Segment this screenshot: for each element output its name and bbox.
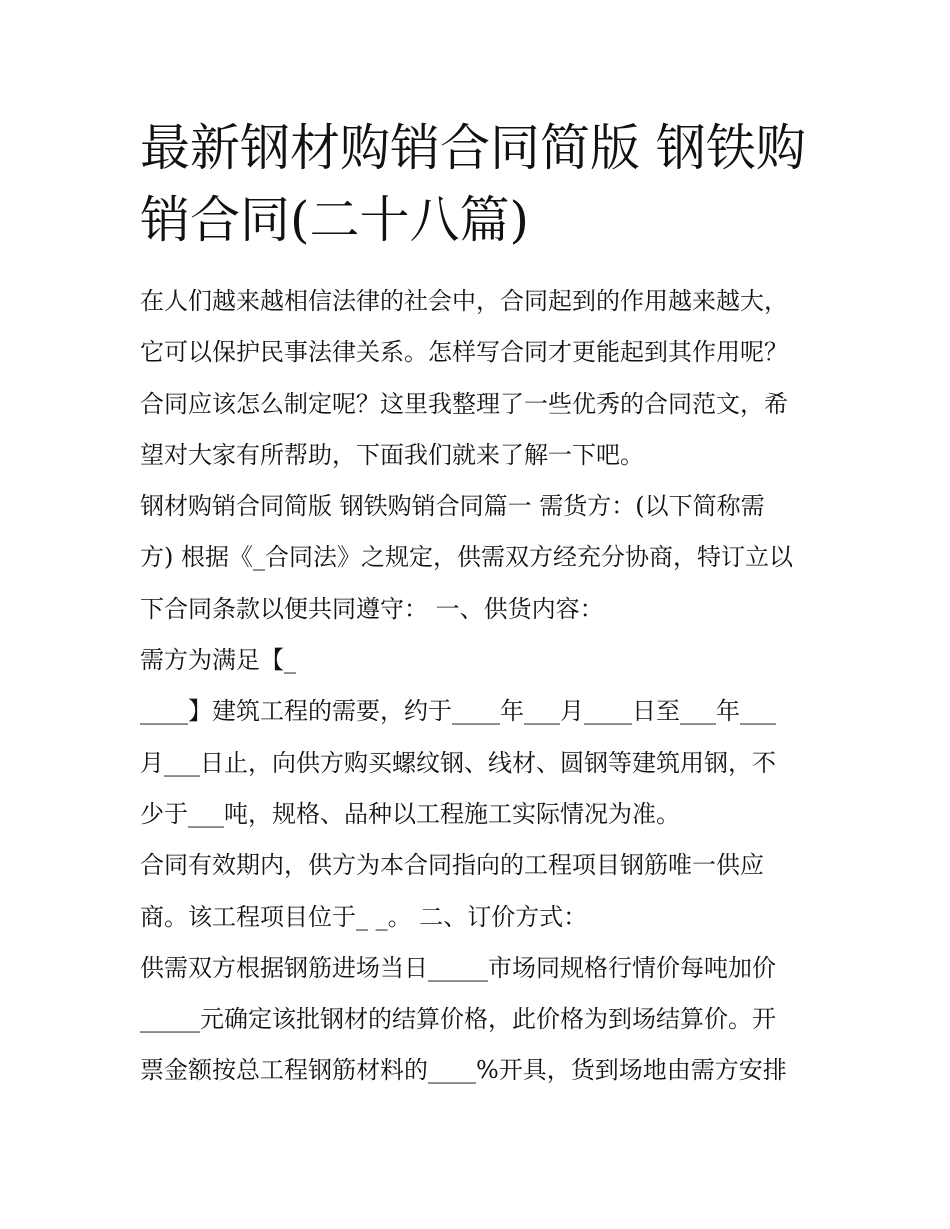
body-line: 商。该工程项目位于_ _。 二、订价方式： xyxy=(140,902,588,931)
title-line: 销合同(二十八篇) xyxy=(140,191,530,249)
body-line: 望对大家有所帮助，下面我们就来了解一下吧。 xyxy=(140,440,644,469)
body-line: 少于___吨，规格、品种以工程施工实际情况为准。 xyxy=(140,799,680,828)
body-line: 月___日止，向供方购买螺纹钢、线材、圆钢等建筑用钢，不 xyxy=(140,748,776,777)
body-line: 需方为满足【_ xyxy=(140,646,296,675)
body-line: 下合同条款以便共同遵守： 一、供货内容： xyxy=(140,594,604,623)
body-line: 供需双方根据钢筋进场当日_____市场同规格行情价每吨加价 xyxy=(140,953,776,982)
body-line: 在人们越来越相信法律的社会中，合同起到的作用越来越大， xyxy=(140,287,788,315)
body-line: 它可以保护民事法律关系。怎样写合同才更能起到其作用呢？ xyxy=(140,338,788,367)
body-line: 合同应该怎么制定呢？这里我整理了一些优秀的合同范文，希 xyxy=(140,389,788,418)
body-line: 钢材购销合同简版 钢铁购销合同篇一 需货方：(以下简称需 xyxy=(140,492,765,521)
body-line: ____】建筑工程的需要，约于____年___月____日至___年___ xyxy=(140,697,776,726)
body-line: 方) 根据《_合同法》之规定，供需双方经充分协商，特订立以 xyxy=(140,543,793,572)
body-line: 票金额按总工程钢筋材料的____%开具，货到场地由需方安排 xyxy=(140,1056,787,1085)
title-line: 最新钢材购销合同简版 钢铁购 xyxy=(140,119,806,177)
document-body xyxy=(140,276,820,1097)
body-line: _____元确定该批钢材的结算价格，此价格为到场结算价。开 xyxy=(140,1005,776,1034)
document-title xyxy=(140,112,820,256)
body-line: 合同有效期内，供方为本合同指向的工程项目钢筋唯一供应 xyxy=(140,851,764,880)
